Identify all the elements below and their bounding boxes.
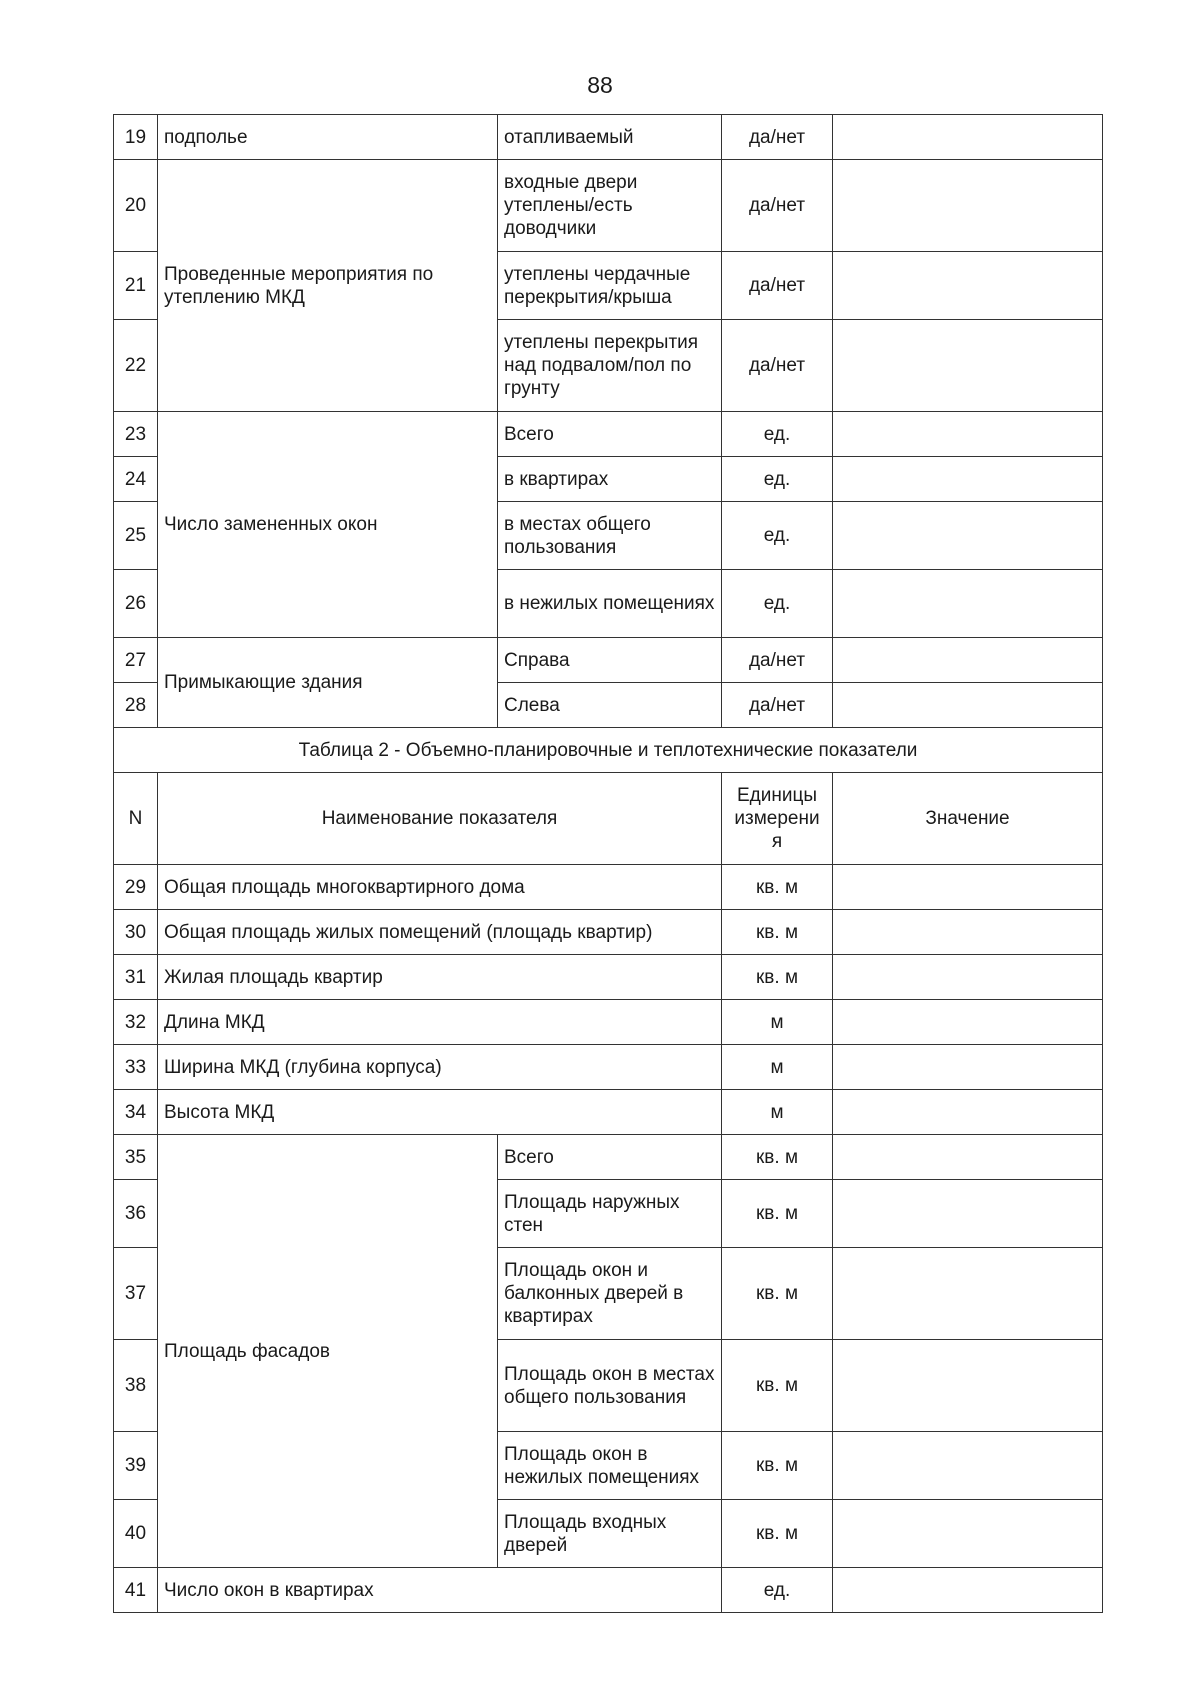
table-row (114, 955, 1103, 1000)
row-number: 31 (114, 955, 158, 1000)
indicator-subname: Площадь окон в нежилых помещениях (498, 1432, 722, 1500)
row-number: 29 (114, 865, 158, 910)
value-cell[interactable] (833, 1135, 1103, 1180)
unit-cell: кв. м (722, 910, 833, 955)
row-number: 40 (114, 1500, 158, 1568)
unit-cell: кв. м (722, 865, 833, 910)
indicators-table (113, 114, 1103, 1613)
value-cell[interactable] (833, 910, 1103, 955)
indicator-subname: в квартирах (498, 457, 722, 502)
row-number: 39 (114, 1432, 158, 1500)
value-cell[interactable] (833, 457, 1103, 502)
unit-cell: кв. м (722, 955, 833, 1000)
row-number: 33 (114, 1045, 158, 1090)
table-row (114, 865, 1103, 910)
unit-cell: ед. (722, 412, 833, 457)
indicator-subname: Справа (498, 638, 722, 683)
value-cell[interactable] (833, 252, 1103, 320)
row-number: 22 (114, 320, 158, 412)
unit-cell: м (722, 1090, 833, 1135)
indicator-name: Высота МКД (158, 1090, 722, 1135)
unit-cell: ед. (722, 570, 833, 638)
table-row (114, 638, 1103, 683)
indicator-group-facade: Площадь фасадов (158, 1135, 498, 1568)
table-caption-row (114, 728, 1103, 773)
header-indicator-name: Наименование показателя (158, 773, 722, 865)
row-number: 23 (114, 412, 158, 457)
row-number: 35 (114, 1135, 158, 1180)
indicator-subname: Площадь окон в местах общего пользования (498, 1340, 722, 1432)
indicator-subname: Площадь наружных стен (498, 1180, 722, 1248)
row-number: 37 (114, 1248, 158, 1340)
table-row (114, 412, 1103, 457)
indicator-group-adjacent: Примыкающие здания (158, 638, 498, 728)
value-cell[interactable] (833, 115, 1103, 160)
indicator-name: Ширина МКД (глубина корпуса) (158, 1045, 722, 1090)
page-number: 88 (587, 72, 613, 98)
header-unit: Единицы измерени я (722, 773, 833, 865)
indicator-subname: Всего (498, 412, 722, 457)
unit-cell: кв. м (722, 1135, 833, 1180)
unit-cell: да/нет (722, 683, 833, 728)
row-number: 30 (114, 910, 158, 955)
table-row (114, 1135, 1103, 1180)
unit-cell: кв. м (722, 1500, 833, 1568)
row-number: 28 (114, 683, 158, 728)
indicator-name: Число окон в квартирах (158, 1568, 722, 1613)
table2-caption: Таблица 2 - Объемно-планировочные и теплотехнические показатели (114, 728, 1103, 773)
indicator-subname: утеплены перекрытия над подвалом/пол по грунту (498, 320, 722, 412)
table-row (114, 1000, 1103, 1045)
unit-cell: ед. (722, 1568, 833, 1613)
table-row (114, 910, 1103, 955)
value-cell[interactable] (833, 1248, 1103, 1340)
indicator-name: Общая площадь жилых помещений (площадь квартир) (158, 910, 722, 955)
header-value: Значение (833, 773, 1103, 865)
value-cell[interactable] (833, 683, 1103, 728)
row-number: 38 (114, 1340, 158, 1432)
value-cell[interactable] (833, 1090, 1103, 1135)
value-cell[interactable] (833, 1045, 1103, 1090)
indicator-subname: Площадь входных дверей (498, 1500, 722, 1568)
unit-cell: м (722, 1000, 833, 1045)
unit-cell: да/нет (722, 638, 833, 683)
value-cell[interactable] (833, 865, 1103, 910)
value-cell[interactable] (833, 638, 1103, 683)
row-number: 34 (114, 1090, 158, 1135)
value-cell[interactable] (833, 320, 1103, 412)
indicator-subname: отапливаемый (498, 115, 722, 160)
indicator-subname: Всего (498, 1135, 722, 1180)
row-number: 41 (114, 1568, 158, 1613)
table-row (114, 1045, 1103, 1090)
indicator-name: Общая площадь многоквартирного дома (158, 865, 722, 910)
unit-cell: ед. (722, 502, 833, 570)
table-row (114, 160, 1103, 252)
table-row (114, 1568, 1103, 1613)
value-cell[interactable] (833, 502, 1103, 570)
value-cell[interactable] (833, 1568, 1103, 1613)
row-number: 36 (114, 1180, 158, 1248)
value-cell[interactable] (833, 1180, 1103, 1248)
indicator-subname: утеплены чердачные перекрытия/крыша (498, 252, 722, 320)
unit-cell: да/нет (722, 320, 833, 412)
indicator-name: Жилая площадь квартир (158, 955, 722, 1000)
header-number: N (114, 773, 158, 865)
value-cell[interactable] (833, 570, 1103, 638)
indicator-subname: входные двери утеплены/есть доводчики (498, 160, 722, 252)
indicator-name: Длина МКД (158, 1000, 722, 1045)
indicator-subname: в местах общего пользования (498, 502, 722, 570)
indicator-subname: Слева (498, 683, 722, 728)
unit-cell: кв. м (722, 1340, 833, 1432)
unit-cell: кв. м (722, 1180, 833, 1248)
row-number: 21 (114, 252, 158, 320)
row-number: 20 (114, 160, 158, 252)
unit-cell: да/нет (722, 252, 833, 320)
value-cell[interactable] (833, 1000, 1103, 1045)
value-cell[interactable] (833, 1500, 1103, 1568)
unit-cell: да/нет (722, 160, 833, 252)
unit-cell: кв. м (722, 1432, 833, 1500)
indicator-name: подполье (158, 115, 498, 160)
indicator-group-windows: Число замененных окон (158, 412, 498, 638)
indicator-group-insulation: Проведенные мероприятия по утеплению МКД (158, 160, 498, 412)
indicator-subname: Площадь окон и балконных дверей в квартирах (498, 1248, 722, 1340)
row-number: 19 (114, 115, 158, 160)
value-cell[interactable] (833, 412, 1103, 457)
row-number: 32 (114, 1000, 158, 1045)
row-number: 24 (114, 457, 158, 502)
table-row (114, 115, 1103, 160)
row-number: 26 (114, 570, 158, 638)
table-header-row (114, 773, 1103, 865)
unit-cell: кв. м (722, 1248, 833, 1340)
unit-cell: м (722, 1045, 833, 1090)
value-cell[interactable] (833, 1432, 1103, 1500)
table-row (114, 1090, 1103, 1135)
value-cell[interactable] (833, 955, 1103, 1000)
unit-cell: да/нет (722, 115, 833, 160)
value-cell[interactable] (833, 160, 1103, 252)
value-cell[interactable] (833, 1340, 1103, 1432)
row-number: 27 (114, 638, 158, 683)
unit-cell: ед. (722, 457, 833, 502)
indicator-subname: в нежилых помещениях (498, 570, 722, 638)
row-number: 25 (114, 502, 158, 570)
